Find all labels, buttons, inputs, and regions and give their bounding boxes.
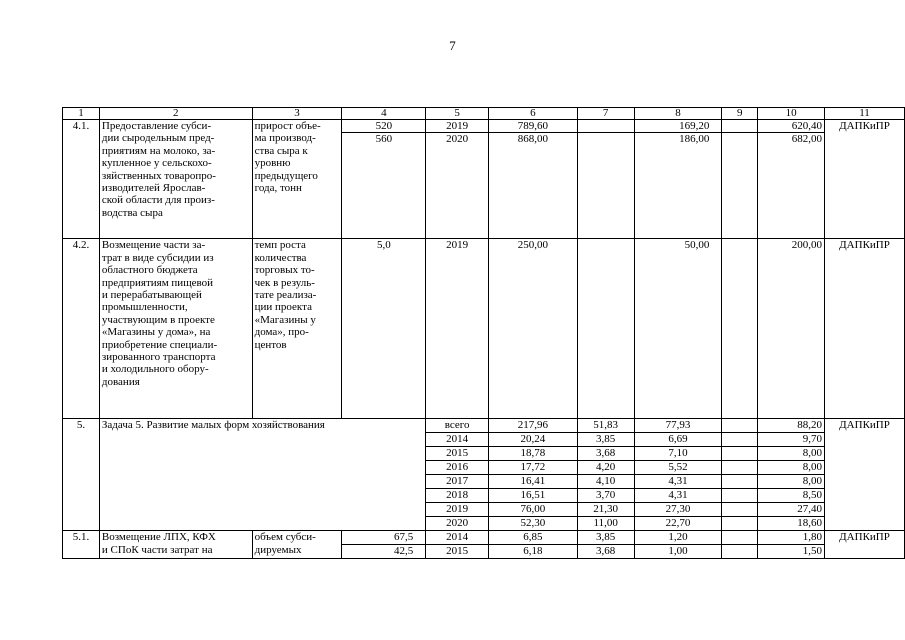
federal-cell: 4,10 [577,475,634,489]
regional-cell: 1,00 [634,545,722,559]
executor-cell: ДАПКиПР [825,419,905,531]
table-row [63,120,905,133]
total-cell: 16,51 [489,489,578,503]
page-number: 7 [449,38,456,53]
total-cell: 52,30 [489,517,578,531]
regional-cell: 22,70 [634,517,722,531]
local-cell [722,461,758,475]
regional-cell: 27,30 [634,503,722,517]
header-cell: 3 [252,108,342,120]
year-cell: 2015 [426,447,489,461]
local-cell [722,433,758,447]
federal-cell: 3,70 [577,489,634,503]
total-cell: 17,72 [489,461,578,475]
year-cell: 2014 [426,531,489,545]
total-cell: 16,41 [489,475,578,489]
federal-cell: 11,00 [577,517,634,531]
year-cell: 2014 [426,433,489,447]
total-cell: 6,18 [489,545,578,559]
regional-cell: 77,93 [634,419,722,433]
indicator-value: 5,0 [342,239,426,419]
federal-cell: 51,83 [577,419,634,433]
federal-cell: 4,20 [577,461,634,475]
indicator-value: 560 [342,133,426,239]
header-cell: 1 [63,108,100,120]
table-row [63,239,905,419]
federal-cell: 3,68 [577,447,634,461]
executor-cell: ДАПКиПР [825,120,905,239]
other-cell: 1,50 [758,545,825,559]
regional-cell: 186,00 [634,133,722,239]
year-cell: 2019 [426,503,489,517]
other-cell: 8,50 [758,489,825,503]
year-cell: всего [426,419,489,433]
total-cell: 250,00 [489,239,578,419]
year-cell: 2020 [426,133,489,239]
other-cell: 8,00 [758,461,825,475]
item-indicator: темп роста количества торговых то- чек в резуль- тате реализа- ции проекта «Магазины у дома», про- центов [252,239,342,419]
total-cell: 789,60 [489,120,578,133]
total-cell: 217,96 [489,419,578,433]
other-cell: 8,00 [758,447,825,461]
header-cell: 8 [634,108,722,120]
item-number: 5. [63,419,100,531]
other-cell: 200,00 [758,239,825,419]
local-cell [722,545,758,559]
regional-cell: 4,31 [634,489,722,503]
regional-cell: 169,20 [634,120,722,133]
local-cell [722,239,758,419]
table-row [63,419,905,433]
year-cell: 2020 [426,517,489,531]
other-cell: 88,20 [758,419,825,433]
executor-cell: ДАПКиПР [825,239,905,419]
item-indicator: объем субси- дируемых [252,531,342,559]
total-cell: 20,24 [489,433,578,447]
regional-cell: 5,52 [634,461,722,475]
total-cell: 18,78 [489,447,578,461]
local-cell [722,447,758,461]
year-cell: 2018 [426,489,489,503]
federal-cell: 21,30 [577,503,634,517]
header-cell: 11 [825,108,905,120]
other-cell: 18,60 [758,517,825,531]
other-cell: 8,00 [758,475,825,489]
local-cell [722,489,758,503]
local-cell [722,531,758,545]
total-cell: 868,00 [489,133,578,239]
table-row [63,531,905,545]
header-row [63,108,905,120]
year-cell: 2019 [426,239,489,419]
total-cell: 76,00 [489,503,578,517]
other-cell: 9,70 [758,433,825,447]
local-cell [722,419,758,433]
year-cell: 2015 [426,545,489,559]
indicator-value: 520 [342,120,426,133]
header-cell: 5 [426,108,489,120]
local-cell [722,133,758,239]
item-number: 5.1. [63,531,100,559]
other-cell: 620,40 [758,120,825,133]
federal-cell: 3,85 [577,433,634,447]
regional-cell: 50,00 [634,239,722,419]
federal-cell [577,239,634,419]
header-cell: 2 [99,108,252,120]
other-cell: 1,80 [758,531,825,545]
federal-cell [577,120,634,133]
item-name: Возмещение части за- трат в виде субсидии из областного бюджета предприятиям пищевой и перерабатывающей промышленности, участвующим в проекте «Магазины у дома», на приобретение специали- зированного транспорта и холодильного обору- дования [99,239,252,419]
regional-cell: 4,31 [634,475,722,489]
item-name: Возмещение ЛПХ, КФХ и СПоК части затрат на [99,531,252,559]
header-cell: 10 [758,108,825,120]
local-cell [722,503,758,517]
regional-cell: 7,10 [634,447,722,461]
header-cell: 9 [722,108,758,120]
year-cell: 2016 [426,461,489,475]
federal-cell: 3,68 [577,545,634,559]
header-cell: 4 [342,108,426,120]
task-title: Задача 5. Развитие малых форм хозяйствования [99,419,425,531]
year-cell: 2019 [426,120,489,133]
executor-cell: ДАПКиПР [825,531,905,559]
item-name: Предоставление субси- дии сыродельным пред- приятиям на молоко, за- купленное у сельскохо- зяйственных товаропро- изводителей Ярослав- ской области для произ- водства сыра [99,120,252,239]
indicator-value: 67,5 [342,531,426,545]
item-indicator: прирост объе- ма производ- ства сыра к уровню предыдущего года, тонн [252,120,342,239]
header-cell: 7 [577,108,634,120]
year-cell: 2017 [426,475,489,489]
federal-cell [577,133,634,239]
header-cell: 6 [489,108,578,120]
other-cell: 27,40 [758,503,825,517]
local-cell [722,120,758,133]
federal-cell: 3,85 [577,531,634,545]
local-cell [722,475,758,489]
indicator-value: 42,5 [342,545,426,559]
program-table [62,107,905,559]
total-cell: 6,85 [489,531,578,545]
other-cell: 682,00 [758,133,825,239]
item-number: 4.1. [63,120,100,239]
regional-cell: 1,20 [634,531,722,545]
item-number: 4.2. [63,239,100,419]
regional-cell: 6,69 [634,433,722,447]
local-cell [722,517,758,531]
